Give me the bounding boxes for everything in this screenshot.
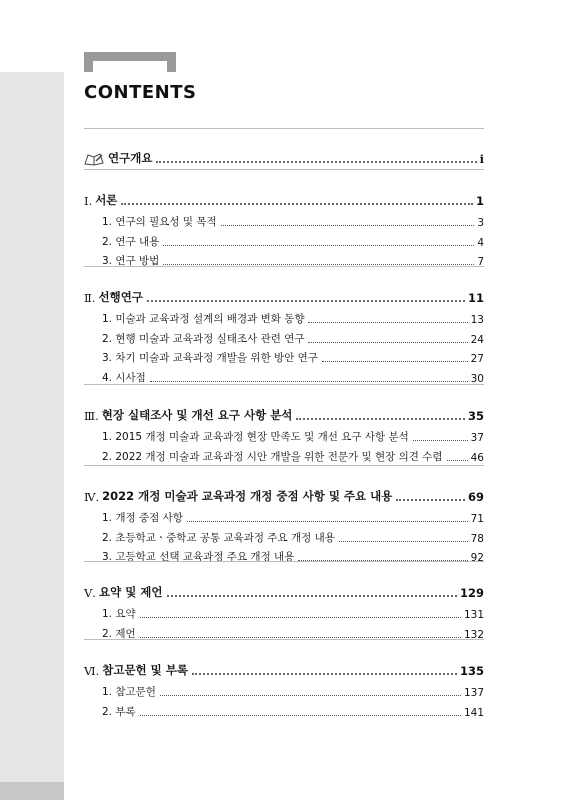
page-number: 3 bbox=[477, 217, 484, 229]
toc-section-3[interactable] bbox=[84, 405, 484, 423]
section-title: 요약 및 제언 bbox=[98, 585, 163, 599]
section-divider bbox=[84, 465, 484, 466]
section-title: 참고문헌 및 부록 bbox=[102, 663, 189, 677]
page-title: CONTENTS bbox=[84, 82, 197, 103]
toc-item[interactable] bbox=[102, 603, 484, 621]
page-number: 131 bbox=[463, 609, 484, 621]
section-title: 서론 bbox=[95, 193, 118, 207]
header-bracket-decoration bbox=[84, 52, 176, 72]
page-number: 71 bbox=[470, 513, 484, 525]
page-number: 129 bbox=[459, 586, 484, 600]
page-number: 137 bbox=[463, 687, 484, 699]
toc-item[interactable] bbox=[102, 701, 484, 719]
section-divider bbox=[84, 561, 484, 562]
leader-dots bbox=[187, 521, 468, 522]
section-title: 2022 개정 미술과 교육과정 개정 중점 사항 및 주요 내용 bbox=[102, 489, 393, 503]
page-number: 11 bbox=[467, 291, 484, 305]
leader-dots bbox=[140, 715, 461, 716]
section-numeral: Ⅲ. bbox=[84, 409, 99, 423]
leader-dots bbox=[308, 322, 467, 323]
item-title: 2. 제언 bbox=[102, 627, 136, 640]
page-number: 30 bbox=[470, 372, 484, 385]
section-numeral: Ⅰ. bbox=[84, 194, 93, 208]
page-number: 7 bbox=[477, 256, 484, 268]
toc-item[interactable] bbox=[102, 211, 484, 229]
section-divider bbox=[84, 128, 484, 129]
item-title: 2. 초등학교ㆍ중학교 공통 교육과정 주요 개정 내용 bbox=[102, 531, 335, 544]
section-numeral: Ⅱ. bbox=[84, 291, 96, 305]
toc-item[interactable] bbox=[102, 328, 484, 346]
toc-item[interactable] bbox=[102, 367, 484, 385]
page-number: 46 bbox=[470, 451, 484, 464]
section-divider bbox=[84, 639, 484, 640]
leader-dots bbox=[339, 541, 468, 542]
toc-section-5[interactable] bbox=[84, 582, 484, 600]
leader-dots bbox=[140, 637, 461, 638]
page-number: 141 bbox=[463, 706, 484, 719]
item-title: 3. 연구 방법 bbox=[102, 255, 160, 267]
page-number: 1 bbox=[475, 194, 484, 208]
section-numeral: Ⅴ. bbox=[84, 586, 96, 600]
page-number: i bbox=[479, 152, 484, 166]
page-number: 132 bbox=[463, 628, 484, 641]
leader-dots bbox=[163, 264, 474, 265]
page-number: 13 bbox=[470, 314, 484, 326]
item-title: 1. 미술과 교육과정 설계의 배경과 변화 동향 bbox=[102, 313, 305, 325]
leader-dots bbox=[296, 418, 465, 420]
item-title: 1. 연구의 필요성 및 목적 bbox=[102, 216, 217, 228]
page-number: 35 bbox=[467, 409, 484, 423]
page-number: 4 bbox=[477, 236, 484, 249]
toc-section-1[interactable] bbox=[84, 190, 484, 208]
side-margin-bar bbox=[0, 72, 64, 800]
section-numeral: Ⅳ. bbox=[84, 490, 100, 504]
leader-dots bbox=[121, 203, 473, 205]
overview-label bbox=[84, 150, 152, 166]
page-number: 27 bbox=[470, 353, 484, 365]
toc-section-6[interactable] bbox=[84, 660, 484, 678]
open-book-pencil-icon bbox=[84, 152, 104, 166]
side-margin-bar-bottom bbox=[0, 782, 64, 800]
item-title: 3. 차기 미술과 교육과정 개발을 위한 방안 연구 bbox=[102, 352, 318, 364]
leader-dots bbox=[167, 595, 457, 597]
toc-item[interactable] bbox=[102, 446, 484, 464]
page-number: 92 bbox=[470, 552, 484, 564]
toc-item[interactable] bbox=[102, 231, 484, 249]
toc-item[interactable] bbox=[102, 426, 484, 444]
item-title: 3. 고등학교 선택 교육과정 주요 개정 내용 bbox=[102, 551, 295, 563]
section-title: 현장 실태조사 및 개선 요구 사항 분석 bbox=[101, 408, 293, 422]
toc-item[interactable] bbox=[102, 681, 484, 699]
item-title: 2. 부록 bbox=[102, 705, 136, 718]
leader-dots bbox=[221, 225, 475, 226]
toc-item[interactable] bbox=[102, 623, 484, 641]
item-title: 2. 연구 내용 bbox=[102, 235, 160, 248]
page-number: 37 bbox=[470, 432, 484, 444]
toc-item[interactable] bbox=[102, 347, 484, 365]
leader-dots bbox=[447, 460, 468, 461]
section-numeral: Ⅵ. bbox=[84, 664, 100, 678]
leader-dots bbox=[140, 617, 461, 618]
section-divider bbox=[84, 384, 484, 385]
leader-dots bbox=[322, 361, 468, 362]
toc-item[interactable] bbox=[102, 527, 484, 545]
section-title: 선행연구 bbox=[98, 290, 143, 304]
leader-dots bbox=[147, 300, 465, 302]
page-number: 24 bbox=[470, 333, 484, 346]
toc-section-2[interactable] bbox=[84, 287, 484, 305]
leader-dots bbox=[150, 381, 468, 382]
leader-dots bbox=[308, 342, 467, 343]
leader-dots bbox=[396, 499, 465, 501]
page-number: 69 bbox=[467, 490, 484, 504]
item-title: 2. 2022 개정 미술과 교육과정 시안 개발을 위한 전문가 및 현장 의견 수렴 bbox=[102, 450, 443, 463]
overview-title: 연구개요 bbox=[108, 151, 153, 165]
item-title: 1. 요약 bbox=[102, 608, 136, 620]
leader-dots bbox=[413, 440, 468, 441]
leader-dots bbox=[192, 673, 457, 675]
leader-dots bbox=[163, 245, 474, 246]
page-number: 135 bbox=[459, 664, 484, 678]
toc-item[interactable] bbox=[102, 507, 484, 525]
leader-dots bbox=[160, 695, 461, 696]
item-title: 1. 2015 개정 미술과 교육과정 현장 만족도 및 개선 요구 사항 분석 bbox=[102, 431, 409, 443]
leader-dots bbox=[156, 161, 476, 163]
item-title: 1. 개정 중점 사항 bbox=[102, 512, 183, 524]
section-divider bbox=[84, 266, 484, 267]
page-number: 78 bbox=[470, 532, 484, 545]
toc-section-4[interactable] bbox=[84, 486, 484, 504]
toc-item[interactable] bbox=[102, 308, 484, 326]
section-divider bbox=[84, 169, 484, 170]
toc-entry-overview[interactable] bbox=[84, 148, 484, 166]
item-title: 1. 참고문헌 bbox=[102, 686, 156, 698]
item-title: 4. 시사점 bbox=[102, 371, 146, 384]
item-title: 2. 현행 미술과 교육과정 실태조사 관련 연구 bbox=[102, 332, 305, 345]
